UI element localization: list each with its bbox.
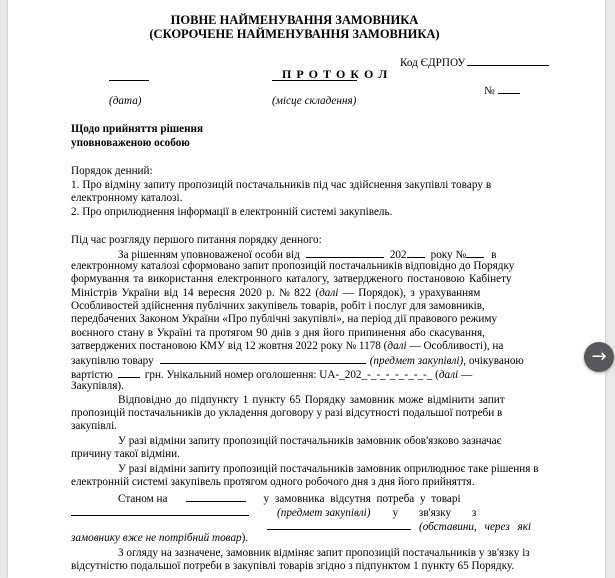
agenda-item-1-cont: електронному каталозі. xyxy=(71,192,183,204)
paragraph-1-line-1: За рішенням уповноваженої особи від 202 року № в xyxy=(118,249,497,261)
agenda-item-2: 2. Про оприлюднення інформації в електронній системі закупівель. xyxy=(71,206,393,218)
paragraph-1-line-2: електронному каталозі сформовано запит пропозицій постачальників відповідно до Порядку xyxy=(71,260,515,272)
paragraph-1-line-9: закупівлю товару (предмет закупівлі), очікуваною xyxy=(71,355,524,367)
paragraph-1-line-5: Особливостей здійснення публічних закупівель товарів, робіт і послуг для замовників, xyxy=(71,300,485,312)
paragraph-4-line-2: електронній системі закупівель протягом одного робочого дня з дня його прийняття. xyxy=(71,476,475,488)
paragraph-1-line-11: Закупівля). xyxy=(71,380,124,392)
subject-line-2: уповноваженою особою xyxy=(71,137,190,149)
document-page xyxy=(8,0,605,578)
paragraph-5-line-1: Станом на у замовника відсутня потреба у товарі xyxy=(118,493,461,505)
paragraph-1-line-4: Міністрів України від 14 вересня 2020 р. № 822 (далі — Порядок), з урахуванням xyxy=(71,287,481,299)
place-line xyxy=(272,80,357,81)
subject-line-1: Щодо прийняття рішення xyxy=(71,123,204,135)
agenda-title: Порядок денний: xyxy=(71,165,153,177)
paragraph-5-line-3: (обставини, через які xyxy=(71,519,531,534)
paragraph-6-line-2: відсутністю подальшої потреби в закупівлі товарів згідно з підпунктом 1 пункту 65 Порядку. xyxy=(71,560,515,572)
paragraph-6-line-1: З огляду на зазначене, замовник відміняє запит пропозицій постачальників у зв'язку із xyxy=(118,547,530,559)
agenda-item-1: 1. Про відміну запиту пропозицій постачальників під час здійснення закупівлі товару в xyxy=(71,179,492,191)
customer-short-name: (СКОРОЧЕНЕ НАЙМЕНУВАННЯ ЗАМОВНИКА) xyxy=(149,27,440,41)
paragraph-3-line-2: причину такої відміни. xyxy=(71,448,180,460)
paragraph-2-line-1: Відповідно до підпункту 1 пункту 65 Порядку замовник може відмінити запит xyxy=(118,394,505,406)
date-caption: (дата) xyxy=(109,95,142,107)
next-page-button[interactable] xyxy=(584,342,614,372)
place-caption: (місце складення) xyxy=(272,95,357,107)
paragraph-5-line-4: замовнику вже не потрібний товар). xyxy=(71,532,249,544)
customer-full-name: ПОВНЕ НАЙМЕНУВАННЯ ЗАМОВНИКА xyxy=(170,13,419,27)
paragraph-5-line-2: (предмет закупівлі) у зв'язку з xyxy=(71,505,476,520)
paragraph-1-line-3: формування та використання електронного каталогу, затвердженого постановою Кабінету xyxy=(71,273,512,285)
paragraph-1-line-8: затверджених постановою КМУ від 12 жовтня 2022 року № 1178 (далі — Особливості), на xyxy=(71,340,504,352)
date-line xyxy=(109,80,149,81)
paragraph-4-line-1: У разі відміни запиту пропозицій постачальників замовник оприлюднює таке рішення в xyxy=(118,463,539,475)
body-intro: Під час розгляду першого питання порядку денного: xyxy=(71,234,322,246)
paragraph-1-line-7: воєнного стану в Україні та протягом 90 днів з дня його припинення або скасування, xyxy=(71,327,485,339)
paragraph-1-line-6: передбачених Законом України «Про публічні закупівлі», на період дії правового режиму xyxy=(71,313,498,325)
protocol-number: № xyxy=(484,83,520,98)
paragraph-1-line-10: вартістю грн. Унікальний номер оголошення: UA-_202_-_-_-_-_-_-_-_ (далі — xyxy=(71,369,473,381)
paragraph-2-line-3: закупівлі. xyxy=(71,420,117,432)
protocol-title: П Р О Т О К О Л xyxy=(282,67,389,81)
arrow-right-icon: → xyxy=(591,346,607,367)
edrpou-label: Код ЄДРПОУ xyxy=(400,55,549,70)
paragraph-3-line-1: У разі відміни запиту пропозицій постачальників замовник обов'язково зазначає xyxy=(118,435,502,447)
paragraph-2-line-2: пропозицій постачальників до укладення договору у разі відсутності подальшої потреби в xyxy=(71,407,503,419)
